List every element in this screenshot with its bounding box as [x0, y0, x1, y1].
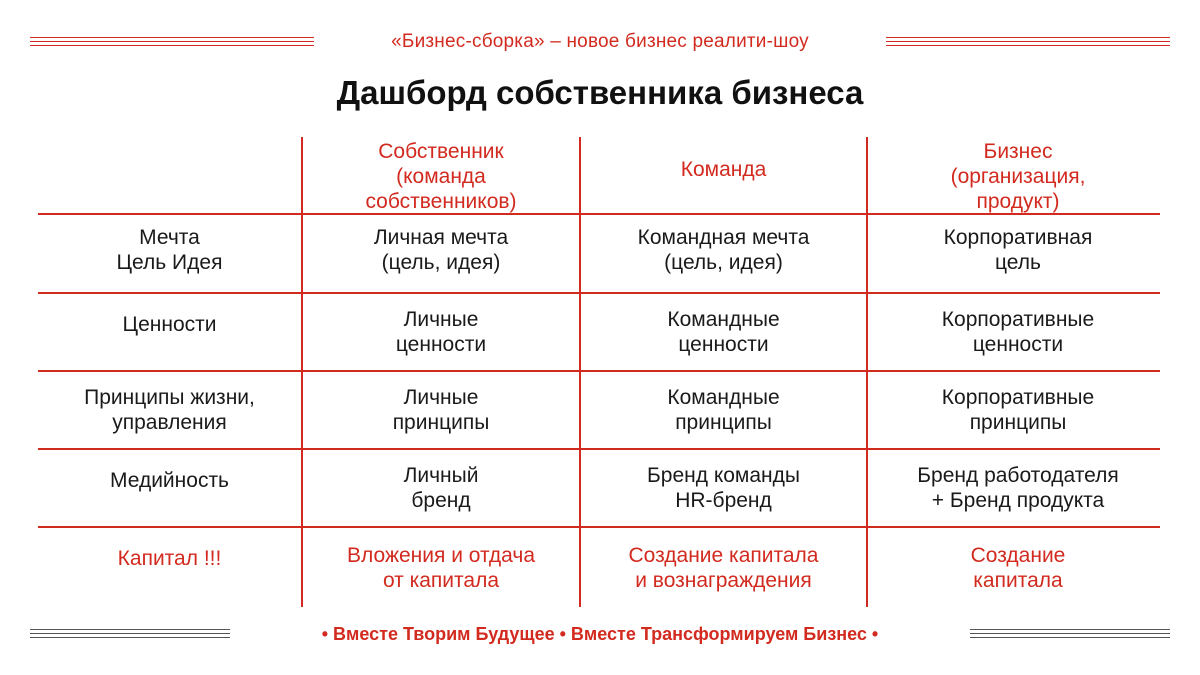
row-label-media: Медийность — [110, 468, 229, 492]
table-cell: Корпоративная цель — [943, 226, 1093, 274]
row-label-capital: Капитал !!! — [117, 546, 222, 570]
table-cell: Бренд работодателя + Бренд продукта — [917, 464, 1119, 512]
table-cell: Командные принципы — [667, 386, 780, 434]
table-cell: Создание капитала и вознаграждения — [628, 544, 819, 592]
table-cell: Личный бренд — [403, 464, 479, 512]
column-header-business: Бизнес (организация, продукт) — [950, 139, 1086, 213]
table-cell: Вложения и отдача от капитала — [347, 544, 535, 592]
table-cell: Личная мечта (цель, идея) — [373, 226, 509, 274]
table-cell: Корпоративные ценности — [941, 308, 1095, 356]
row-label-values: Ценности — [122, 312, 217, 336]
table-cell: Командная мечта (цель, идея) — [637, 226, 810, 274]
page-title: Дашборд собственника бизнеса — [336, 74, 864, 111]
table-cell: Бренд команды HR-бренд — [647, 464, 800, 512]
table-cell: Личные ценности — [395, 308, 487, 356]
table-cell: Личные принципы — [392, 386, 490, 434]
column-header-team: Команда — [680, 157, 767, 181]
table-cell: Создание капитала — [970, 544, 1066, 592]
table-cell: Командные ценности — [667, 308, 780, 356]
row-label-principles: Принципы жизни, управления — [84, 386, 255, 434]
footer-slogan: • Вместе Творим Будущее • Вместе Трансформируем Бизнес • — [321, 624, 879, 644]
column-header-owner: Собственник (команда собственников) — [365, 139, 517, 213]
show-tagline: «Бизнес-сборка» – новое бизнес реалити-шоу — [391, 31, 809, 52]
row-label-dream: Мечта Цель Идея — [116, 226, 223, 274]
table-cell: Корпоративные принципы — [941, 386, 1095, 434]
